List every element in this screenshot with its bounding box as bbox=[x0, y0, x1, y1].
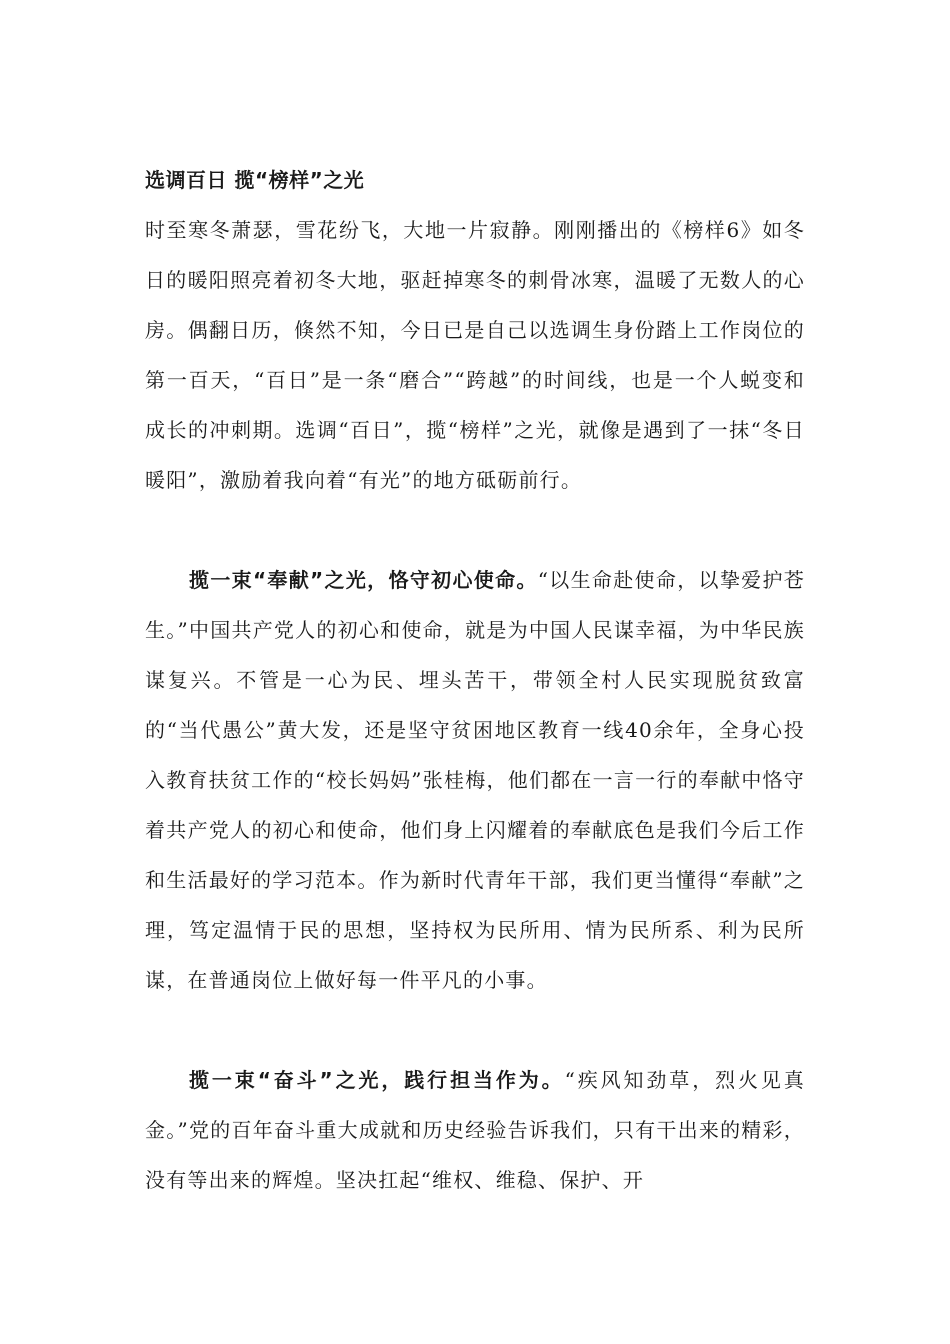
paragraph-struggle bbox=[145, 1055, 805, 1205]
paragraph-dedication-heading: 揽一束“奉献”之光，恪守初心使命。 bbox=[189, 568, 538, 592]
paragraph-intro-text: 时至寒冬萧瑟，雪花纷飞，大地一片寂静。刚刚播出的《榜样6》如冬日的暖阳照亮着初冬大地，驱赶掉寒冬的刺骨冰寒，温暖了无数人的心房。偶翻日历，倏然不知，今日已是自己以选调生身份踏上工作岗位的第一百天，“百日”是一条“磨合”“跨越”的时间线，也是一个人蜕变和成长的冲刺期。选调“百日”，揽“榜样”之光，就像是遇到了一抹“冬日暖阳”，激励着我向着“有光”的地方砥砺前行。 bbox=[145, 218, 805, 492]
paragraph-dedication-text: “以生命赴使命，以挚爱护苍生。”中国共产党人的初心和使命，就是为中国人民谋幸福，为中华民族谋复兴。不管是一心为民、埋头苦干，带领全村人民实现脱贫致富的“当代愚公”黄大发，还是坚守贫困地区教育一线40余年，全身心投入教育扶贫工作的“校长妈妈”张桂梅，他们都在一言一行的奉献中恪守着共产党人的初心和使命，他们身上闪耀着的奉献底色是我们今后工作和生活最好的学习范本。作为新时代青年干部，我们更当懂得“奉献”之理，笃定温情于民的思想，坚持权为民所用、情为民所系、利为民所谋，在普通岗位上做好每一件平凡的小事。 bbox=[145, 568, 805, 992]
document-title: 选调百日 揽“榜样”之光 bbox=[145, 168, 365, 192]
paragraph-dedication bbox=[145, 555, 805, 1005]
paragraph-intro bbox=[145, 205, 805, 505]
paragraph-struggle-heading: 揽一束“奋斗”之光，践行担当作为。 bbox=[189, 1068, 565, 1092]
paragraph-struggle-text: “疾风知劲草，烈火见真金。”党的百年奋斗重大成就和历史经验告诉我们，只有干出来的精彩，没有等出来的辉煌。坚决扛起“维权、维稳、保护、开 bbox=[145, 1068, 805, 1192]
